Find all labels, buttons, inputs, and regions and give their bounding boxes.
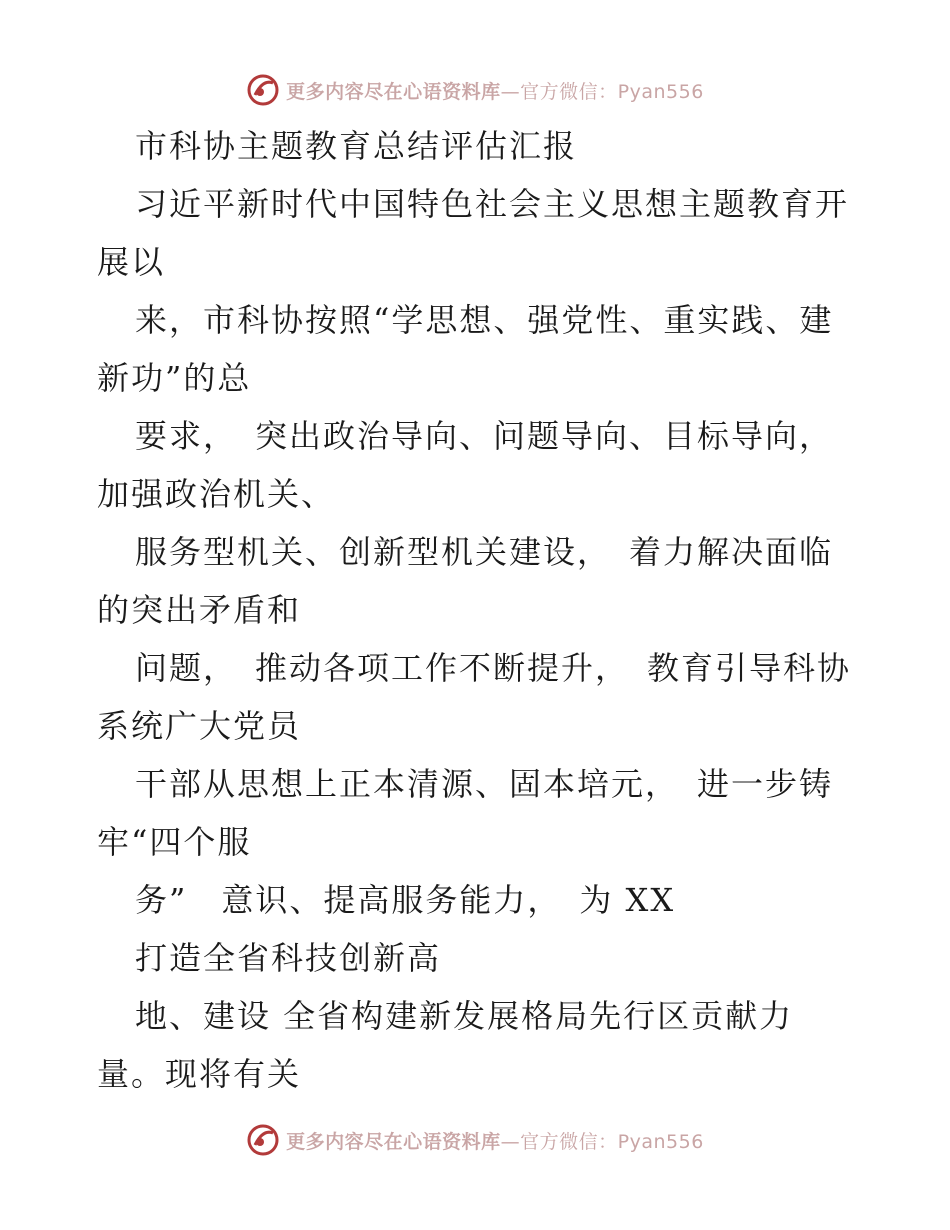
brand-logo-icon [246,73,280,107]
paragraph-line: 系统广大党员 [97,707,302,745]
watermark-banner-bottom [0,1118,950,1162]
document-title: 市科协主题教育总结评估汇报 [135,127,578,165]
paragraph-line: 加强政治机关、 [97,475,336,513]
paragraph-line: 展以 [97,243,166,281]
watermark-text [286,77,704,104]
watermark-wechat: 官方微信：Pyan556 [520,1130,704,1153]
watermark-separator: — [500,1130,521,1153]
watermark-wechat: 官方微信：Pyan556 [520,80,704,103]
paragraph-line: 服务型机关、创新型机关建设， 着力解决面临 [135,533,834,571]
watermark-text [286,1127,704,1154]
paragraph-line: 干部从思想上正本清源、固本培元， 进一步铸 [135,765,834,803]
brand-logo-icon [246,1123,280,1157]
paragraph-line: 要求， 突出政治导向、问题导向、目标导向， [135,417,834,455]
paragraph-line: 打造全省科技创新高 [135,939,442,977]
paragraph-line: 的突出矛盾和 [97,591,302,629]
watermark-banner-top [0,68,950,112]
paragraph-line: 务” 意识、提高服务能力， 为 XX [135,881,676,919]
paragraph-line: 习近平新时代中国特色社会主义思想主题教育开 [135,185,850,223]
watermark-separator: — [500,80,521,103]
paragraph-line: 量。现将有关 [97,1055,302,1093]
paragraph-line: 问题， 推动各项工作不断提升， 教育引导科协 [135,649,852,687]
watermark-brand: 更多内容尽在心语资料库 [286,80,501,103]
paragraph-line: 地、建设 全省构建新发展格局先行区贡献力 [135,997,794,1035]
watermark-brand: 更多内容尽在心语资料库 [286,1130,501,1153]
paragraph-line: 来，市科协按照“学思想、强党性、重实践、建 [135,301,834,339]
paragraph-line: 新功”的总 [97,359,252,397]
paragraph-line: 牢“四个服 [97,823,252,861]
